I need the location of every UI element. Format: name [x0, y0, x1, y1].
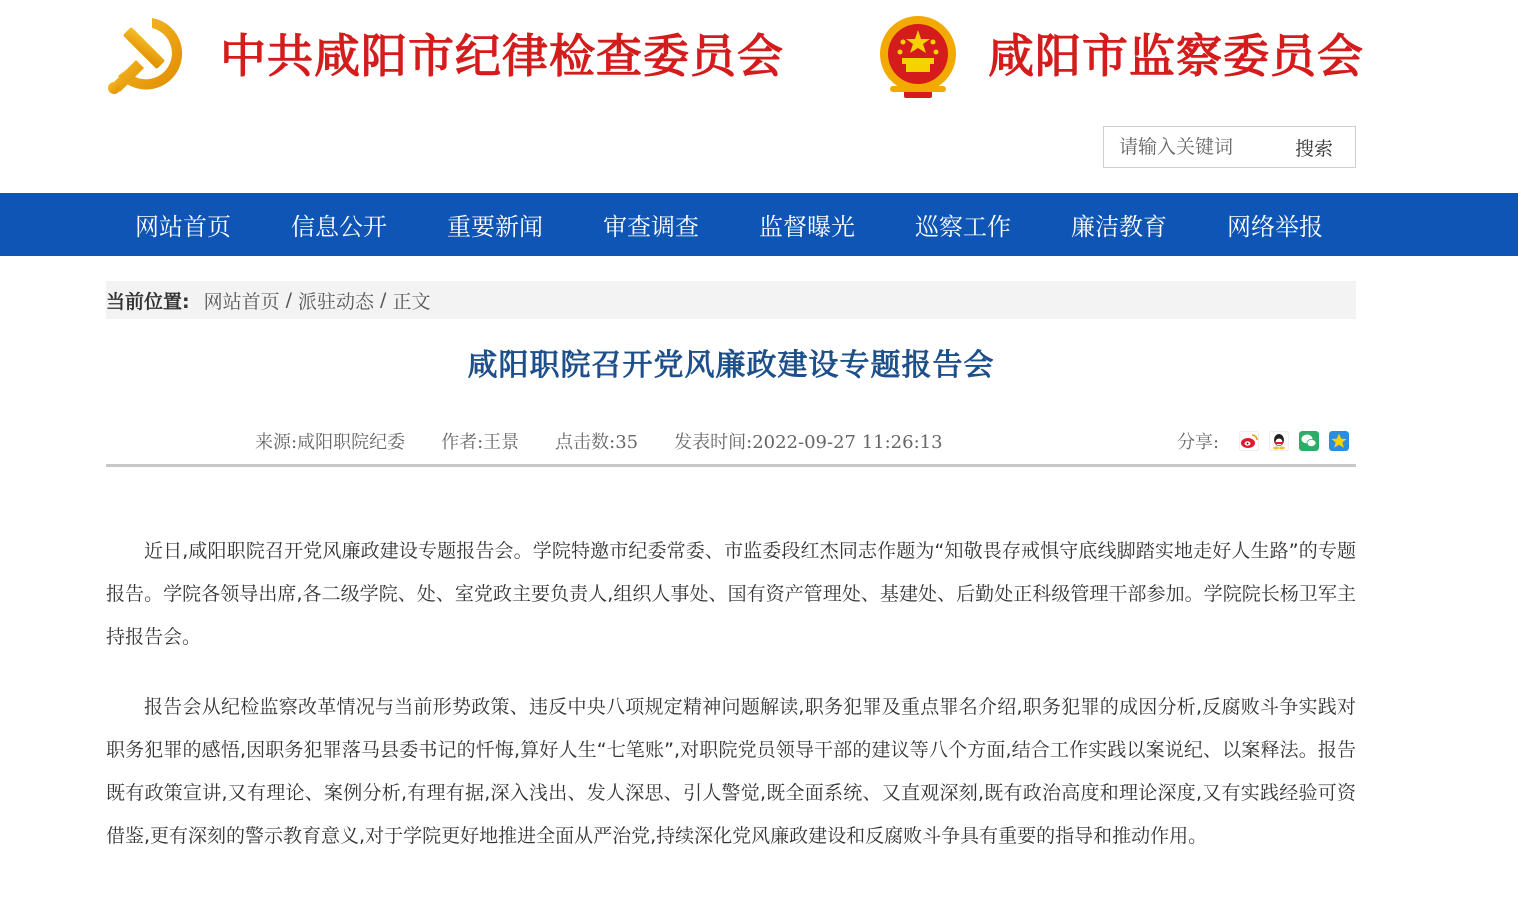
nav-item-important-news[interactable]: 重要新闻 [447, 213, 543, 241]
cpc-discipline-title: 中共咸阳市纪律检查委员会 [220, 29, 784, 83]
national-emblem-icon [876, 12, 960, 100]
breadcrumb [106, 281, 1356, 319]
supervision-logo[interactable] [876, 12, 1364, 100]
nav-item-home[interactable]: 网站首页 [135, 213, 231, 241]
weibo-icon[interactable] [1239, 431, 1259, 451]
article-paragraph: 报告会从纪检监察改革情况与当前形势政策、违反中央八项规定精神问题解读,职务犯罪及重点罪名介绍,职务犯罪的成因分析,反腐败斗争实践对职务犯罪的感悟,因职务犯罪落马县委书记的忏悔,算好人生“七笔账”,对职院党员领导干部的建议等八个方面,结合工作实践以案说纪、以案释法。报告既有政策宣讲,又有理论、案例分析,有理有据,深入浅出、发人深思、引人警觉,既全面系统、又直观深刻,既有政治高度和理论深度,又有实践经验可资借鉴,更有深刻的警示教育意义,对于学院更好地推进全面从严治党,持续深化党风廉政建设和反腐败斗争具有重要的指导和推动作用。 [106, 696, 1356, 847]
breadcrumb-separator: / [380, 289, 387, 311]
nav-list [135, 193, 1383, 256]
breadcrumb-section-link[interactable]: 派驻动态 [298, 290, 375, 313]
article-published-time: 发表时间:2022-09-27 11:26:13 [674, 432, 943, 453]
article-title: 咸阳职院召开党风廉政建设专题报告会 [467, 348, 995, 383]
breadcrumb-separator: / [285, 289, 293, 311]
nav-item-integrity-education[interactable]: 廉洁教育 [1071, 213, 1167, 241]
qzone-icon[interactable] [1329, 431, 1349, 451]
party-emblem-icon [106, 12, 190, 100]
qq-icon[interactable] [1269, 431, 1289, 451]
cpc-discipline-logo[interactable] [106, 12, 784, 100]
breadcrumb-label: 当前位置: [106, 290, 190, 313]
nav-item-inspection-work[interactable]: 巡察工作 [915, 213, 1011, 241]
search-button[interactable]: 搜索 [1274, 128, 1354, 166]
title-divider [106, 464, 1356, 467]
article-body [106, 530, 1356, 885]
supervision-title: 咸阳市监察委员会 [988, 29, 1364, 83]
article-paragraph: 近日,咸阳职院召开党风廉政建设专题报告会。学院特邀市纪委常委、市监委段红杰同志作题为“知敬畏存戒惧守底线脚踏实地走好人生路”的专题报告。学院各领导出席,各二级学院、处、室党政主要负责人,组织人事处、国有资产管理处、基建处、后勤处正科级管理干部参加。学院院长杨卫军主持报告会。 [106, 540, 1356, 648]
article-clicks: 点击数:35 [555, 432, 639, 453]
main-nav [0, 193, 1518, 256]
article-meta [255, 428, 979, 454]
nav-item-info-disclosure[interactable]: 信息公开 [291, 213, 387, 241]
share-label: 分享: [1177, 432, 1220, 453]
article-source: 来源:咸阳职院纪委 [255, 432, 406, 453]
breadcrumb-home-link[interactable]: 网站首页 [203, 290, 280, 313]
nav-item-online-report[interactable]: 网络举报 [1227, 213, 1323, 241]
article-author: 作者:王景 [441, 432, 520, 453]
share-bar [1177, 428, 1359, 454]
search-input[interactable] [1104, 128, 1274, 166]
breadcrumb-current: 正文 [392, 290, 431, 313]
nav-item-investigation[interactable]: 审查调查 [603, 213, 699, 241]
nav-item-supervision-exposure[interactable]: 监督曝光 [759, 213, 855, 241]
search-box [1103, 126, 1356, 168]
wechat-icon[interactable] [1299, 431, 1319, 451]
site-header [0, 0, 1518, 193]
